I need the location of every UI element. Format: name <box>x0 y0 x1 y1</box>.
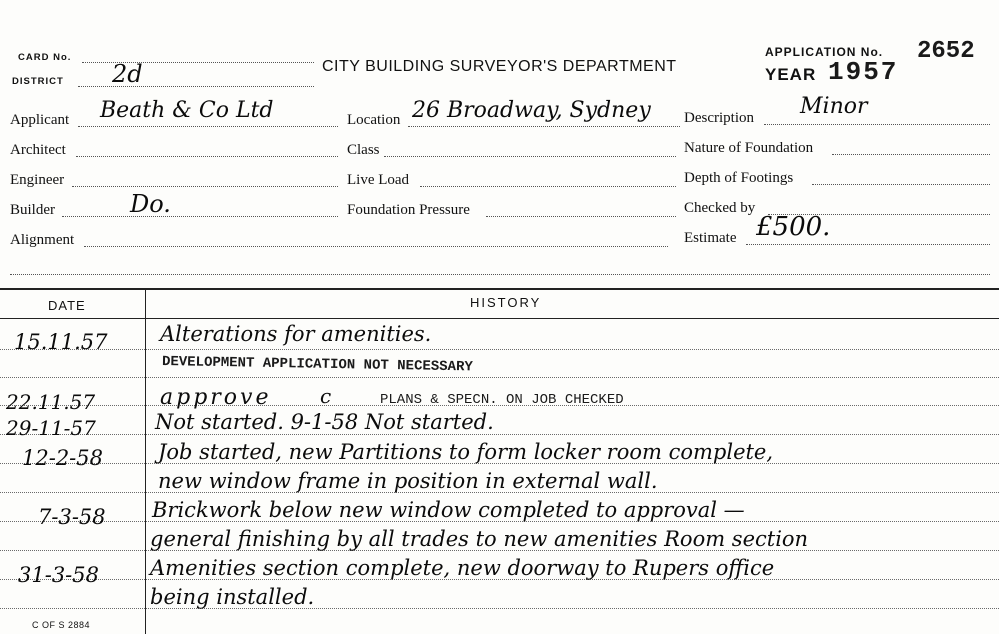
architect-label: Architect <box>10 142 66 158</box>
nature-of-foundation-line <box>832 154 990 155</box>
entry-date: 22.11.57 <box>6 390 96 414</box>
entry-text: new window frame in position in external wall. <box>158 469 658 493</box>
plans-checked-stamp: PLANS & SPECN. ON JOB CHECKED <box>380 392 624 408</box>
date-column-divider <box>145 289 146 634</box>
nature-of-foundation-label: Nature of Foundation <box>684 140 814 156</box>
architect-line <box>76 156 338 157</box>
builder-label: Builder <box>10 202 55 218</box>
foundation-pressure-line <box>486 216 676 217</box>
engineer-label: Engineer <box>10 172 65 188</box>
card-no-label: CARD No. <box>18 52 72 63</box>
development-stamp: DEVELOPMENT APPLICATION NOT NECESSARY <box>161 354 473 376</box>
checked-by-label: Checked by <box>684 200 756 216</box>
history-rule <box>0 377 999 378</box>
location-label: Location <box>347 112 401 128</box>
history-rule <box>0 349 999 350</box>
entry-text: Not started. 9-1-58 Not started. <box>155 410 494 434</box>
depth-of-footings-line <box>812 184 990 185</box>
entry-text: Brickwork below new window completed to approval — <box>152 498 745 522</box>
district-value: 2d <box>112 60 143 88</box>
entry-text: Amenities section complete, new doorway to Rupers office <box>150 556 775 580</box>
entry-date: 29-11-57 <box>6 416 96 440</box>
history-rule <box>0 434 999 435</box>
location-line <box>408 126 680 127</box>
alignment-label: Alignment <box>10 232 75 248</box>
year-label: YEAR <box>765 65 817 84</box>
applicant-line <box>78 126 338 127</box>
description-line <box>764 124 990 125</box>
form-code: C OF S 2884 <box>32 620 91 630</box>
history-top-rule <box>0 288 999 290</box>
entry-date: 7-3-58 <box>38 505 106 529</box>
estimate-value: £500. <box>756 212 831 242</box>
applicant-label: Applicant <box>10 112 70 128</box>
blank-field-line <box>10 274 990 275</box>
alignment-line <box>84 246 668 247</box>
entry-date: 15.11.57 <box>14 330 108 354</box>
district-label: DISTRICT <box>12 76 64 87</box>
entry-text: Alterations for amenities. <box>160 322 432 346</box>
department-title: CITY BUILDING SURVEYOR'S DEPARTMENT <box>322 58 677 75</box>
entry-text: Job started, new Partitions to form locker room complete, <box>158 440 774 464</box>
foundation-pressure-label: Foundation Pressure <box>347 202 470 218</box>
estimate-label: Estimate <box>684 230 737 246</box>
class-line <box>384 156 676 157</box>
depth-of-footings-label: Depth of Footings <box>684 170 794 186</box>
history-header: HISTORY <box>470 295 542 310</box>
entry-text: approve <box>160 385 272 410</box>
application-no-value: 2652 <box>917 38 975 65</box>
year-value: 1957 <box>828 57 899 87</box>
description-value: Minor <box>800 94 868 119</box>
entry-date: 31-3-58 <box>18 563 99 587</box>
entry-text: general finishing by all trades to new amenities Room section <box>150 527 809 551</box>
entry-text: being installed. <box>150 585 315 609</box>
entry-date: 12-2-58 <box>22 446 103 470</box>
class-label: Class <box>347 142 380 158</box>
location-value: 26 Broadway, Sydney <box>412 98 651 123</box>
builder-line <box>62 216 338 217</box>
live-load-label: Live Load <box>347 172 410 188</box>
engineer-line <box>72 186 338 187</box>
live-load-line <box>420 186 676 187</box>
applicant-value: Beath & Co Ltd <box>100 98 274 123</box>
with-symbol: c <box>320 384 332 408</box>
builder-value: Do. <box>130 190 171 218</box>
description-label: Description <box>684 110 754 126</box>
estimate-line <box>746 244 990 245</box>
history-header-rule <box>0 318 999 319</box>
application-no-label: APPLICATION No. <box>765 45 884 59</box>
date-header: DATE <box>48 298 86 313</box>
